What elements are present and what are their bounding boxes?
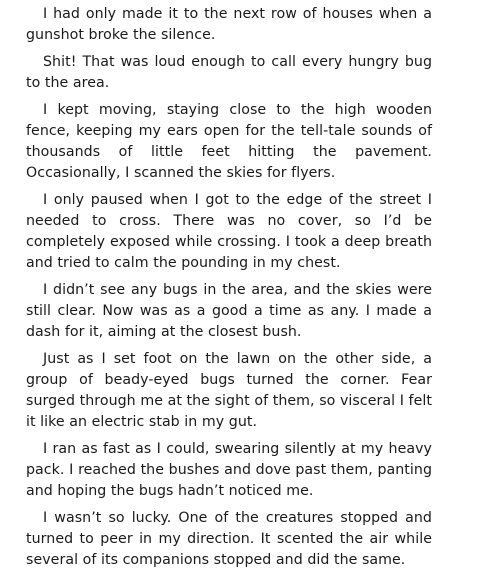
paragraph-1: I had only made it to the next row of houses when a gunshot broke the silence. — [26, 6, 432, 43]
document-page — [26, 4, 432, 577]
paragraph-8: I wasn’t so lucky. One of the creatures stopped and turned to peer in my direction. It scented the air while several of its companions stopped and did the same. — [26, 510, 432, 568]
paragraph-3: I kept moving, staying close to the high wooden fence, keeping my ears open for the tell-tale sounds of thousands of little feet hitting the pavement. Occasionally, I scanned the skies for flyers. — [26, 102, 432, 181]
paragraph-2: Shit! That was loud enough to call every hungry bug to the area. — [26, 54, 432, 91]
paragraph-6: Just as I set foot on the lawn on the other side, a group of beady-eyed bugs turned the corner. Fear surged through me at the sight of them, so visceral I felt it like an electric stab in my gut. — [26, 351, 432, 430]
paragraph-7: I ran as fast as I could, swearing silently at my heavy pack. I reached the bushes and dove past them, panting and hoping the bugs hadn’t noticed me. — [26, 441, 432, 499]
paragraph-4: I only paused when I got to the edge of the street I needed to cross. There was no cover, so I’d be completely exposed while crossing. I took a deep breath and tried to calm the pounding in my chest. — [26, 192, 432, 271]
paragraph-5: I didn’t see any bugs in the area, and the skies were still clear. Now was as a good a time as any. I made a dash for it, aiming at the closest bush. — [26, 282, 432, 340]
